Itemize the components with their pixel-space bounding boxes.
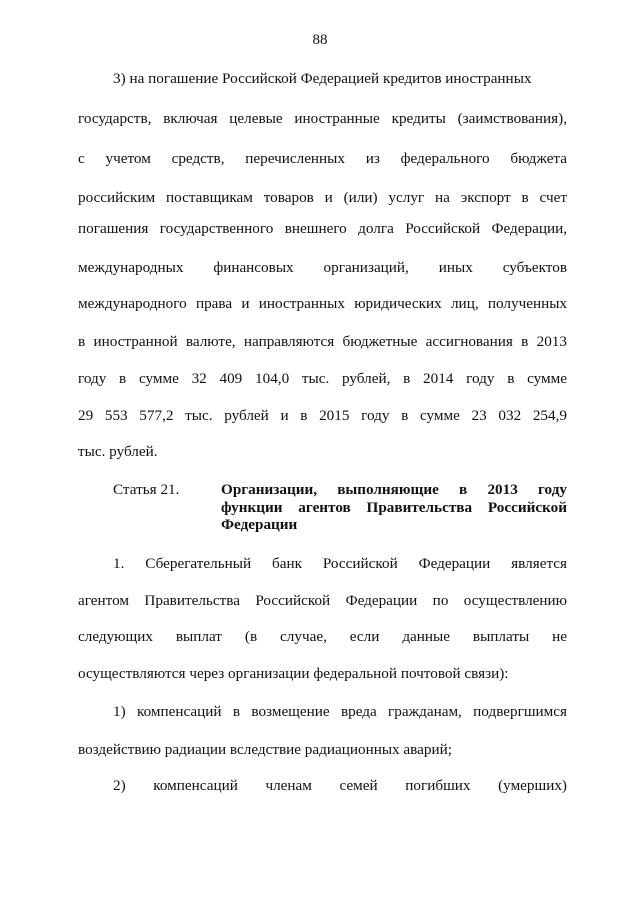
paragraph4-line: 2) компенсаций членам семей погибших (умерших) <box>113 777 567 794</box>
paragraph1-line: международных финансовых организаций, иных субъектов <box>78 259 567 276</box>
article-title-line: Федерации <box>221 516 298 533</box>
paragraph3-line: 1) компенсаций в возмещение вреда гражданам, подвергшимся <box>113 703 567 720</box>
paragraph1-line: с учетом средств, перечисленных из федерального бюджета <box>78 150 567 167</box>
paragraph2-line: 1. Сберегательный банк Российской Федерации является <box>113 555 567 572</box>
paragraph1-line: государств, включая целевые иностранные кредиты (заимствования), <box>78 110 567 127</box>
paragraph2-line: следующих выплат (в случае, если данные выплаты не <box>78 628 567 645</box>
article-title-line: Организации, выполняющие в 2013 году <box>221 481 567 498</box>
paragraph1-line: тыс. рублей. <box>78 443 158 460</box>
paragraph1-line: в иностранной валюте, направляются бюджетные ассигнования в 2013 <box>78 333 567 350</box>
paragraph2-line: осуществляются через организации федеральной почтовой связи): <box>78 665 509 682</box>
paragraph3-line: воздействию радиации вследствие радиационных аварий; <box>78 741 452 758</box>
article-title-line: функции агентов Правительства Российской <box>221 499 567 516</box>
paragraph2-line: агентом Правительства Российской Федерации по осуществлению <box>78 592 567 609</box>
article-label: Статья 21. <box>113 481 180 498</box>
paragraph1-line: российским поставщикам товаров и (или) услуг на экспорт в счет <box>78 189 567 206</box>
paragraph1-line: 3) на погашение Российской Федерацией кредитов иностранных <box>113 70 532 87</box>
paragraph1-line: международного права и иностранных юридических лиц, полученных <box>78 295 567 312</box>
paragraph1-line: 29 553 577,2 тыс. рублей и в 2015 году в сумме 23 032 254,9 <box>78 407 567 424</box>
paragraph1-line: погашения государственного внешнего долга Российской Федерации, <box>78 220 567 237</box>
paragraph1-line: году в сумме 32 409 104,0 тыс. рублей, в 2014 году в сумме <box>78 370 567 387</box>
page-number: 88 <box>312 32 328 48</box>
